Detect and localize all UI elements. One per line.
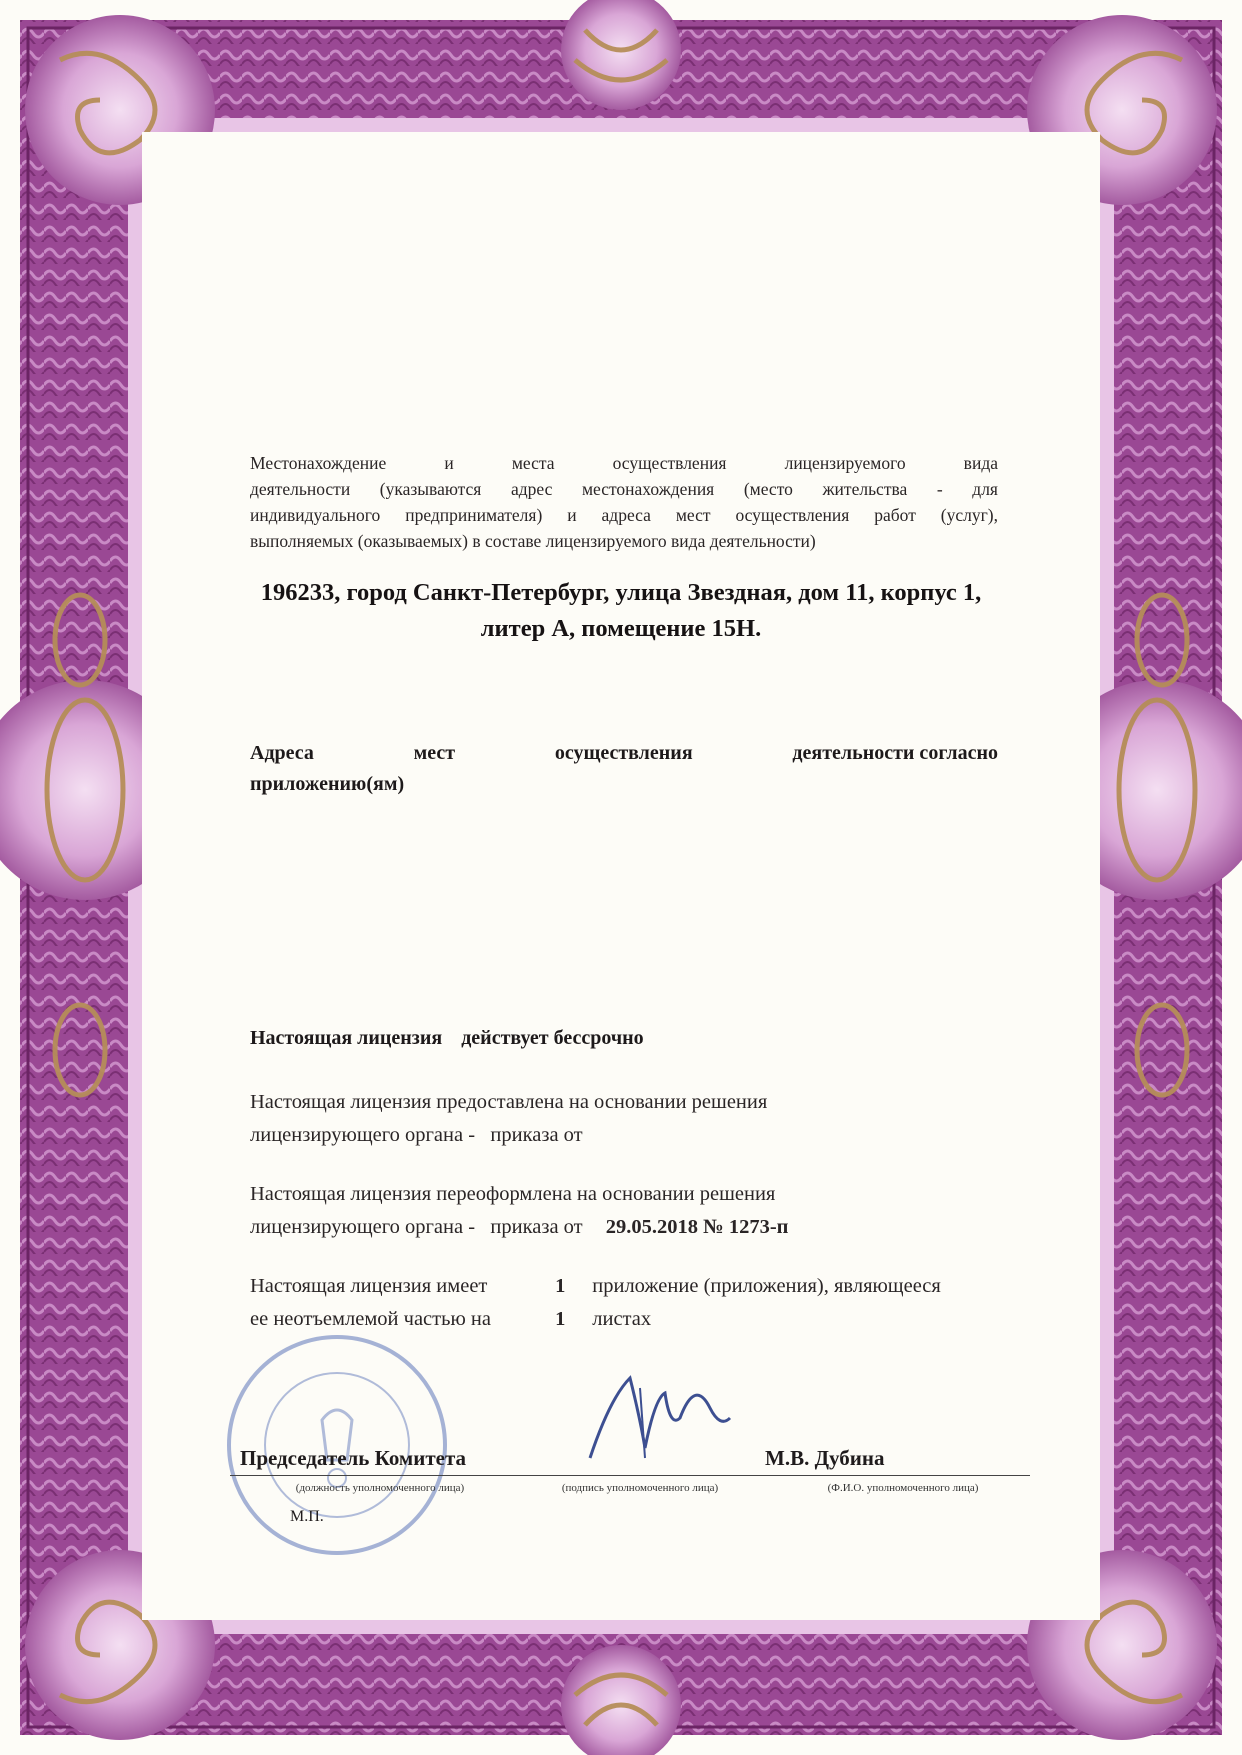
reissued-line: лицензирующего органа - приказа от	[250, 1216, 583, 1238]
location-header	[250, 450, 998, 554]
signature-caption: (подпись уполномоченного лица)	[561, 1482, 719, 1494]
addresses-note-word: Адреса	[250, 742, 314, 764]
validity-statement	[250, 1027, 644, 1050]
reissue-order-number: 29.05.2018 № 1273-п	[605, 1216, 789, 1238]
addresses-note-word: мест	[413, 742, 456, 764]
licensee-address	[160, 575, 1082, 647]
appendix-label: ее неотъемлемой частью на	[250, 1308, 491, 1330]
location-header-line: выполняемых (оказываемых) в составе лицензируемого вида деятельности)	[250, 531, 816, 551]
reissued-line: Настоящая лицензия переоформлена на основании решения	[250, 1183, 776, 1205]
signature-row	[230, 1446, 1030, 1526]
reissued-basis	[250, 1178, 789, 1244]
addresses-note	[250, 738, 998, 800]
signer-name: М.В. Дубина	[765, 1446, 885, 1470]
location-header-line: Местонахождение и места осуществления лицензируемого вида	[250, 453, 998, 473]
mp-label: М.П.	[290, 1508, 324, 1525]
granted-basis	[250, 1086, 767, 1152]
name-caption: (Ф.И.О. уполномоченного лица)	[827, 1482, 979, 1494]
addresses-note-word: осуществления	[554, 742, 693, 764]
signature-line	[230, 1475, 1030, 1476]
validity-value: действует бессрочно	[461, 1027, 644, 1049]
granted-line: лицензирующего органа - приказа от	[250, 1124, 583, 1146]
appendix-statement	[250, 1270, 1030, 1336]
appendix-label: Настоящая лицензия имеет	[250, 1275, 488, 1297]
appendix-count: 1	[555, 1275, 566, 1297]
validity-label: Настоящая лицензия	[250, 1027, 443, 1049]
appendix-tail: листах	[592, 1308, 652, 1330]
addresses-note-word: деятельности согласно	[792, 742, 998, 764]
addresses-note-line: приложению(ям)	[250, 773, 405, 795]
address-line: 196233, город Санкт-Петербург, улица Звездная, дом 11, корпус 1,	[260, 579, 982, 606]
granted-line: Настоящая лицензия предоставлена на основании решения	[250, 1091, 768, 1113]
signer-position: Председатель Комитета	[240, 1446, 467, 1470]
address-line: литер А, помещение 15Н.	[480, 615, 762, 642]
appendix-sheets: 1	[555, 1308, 566, 1330]
appendix-tail: приложение (приложения), являющееся	[592, 1275, 941, 1297]
location-header-line: деятельности (указываются адрес местонахождения (место жительства - для	[250, 479, 998, 499]
location-header-line: индивидуального предпринимателя) и адреса мест осуществления работ (услуг),	[250, 505, 998, 525]
position-caption: (должность уполномоченного лица)	[295, 1482, 465, 1494]
